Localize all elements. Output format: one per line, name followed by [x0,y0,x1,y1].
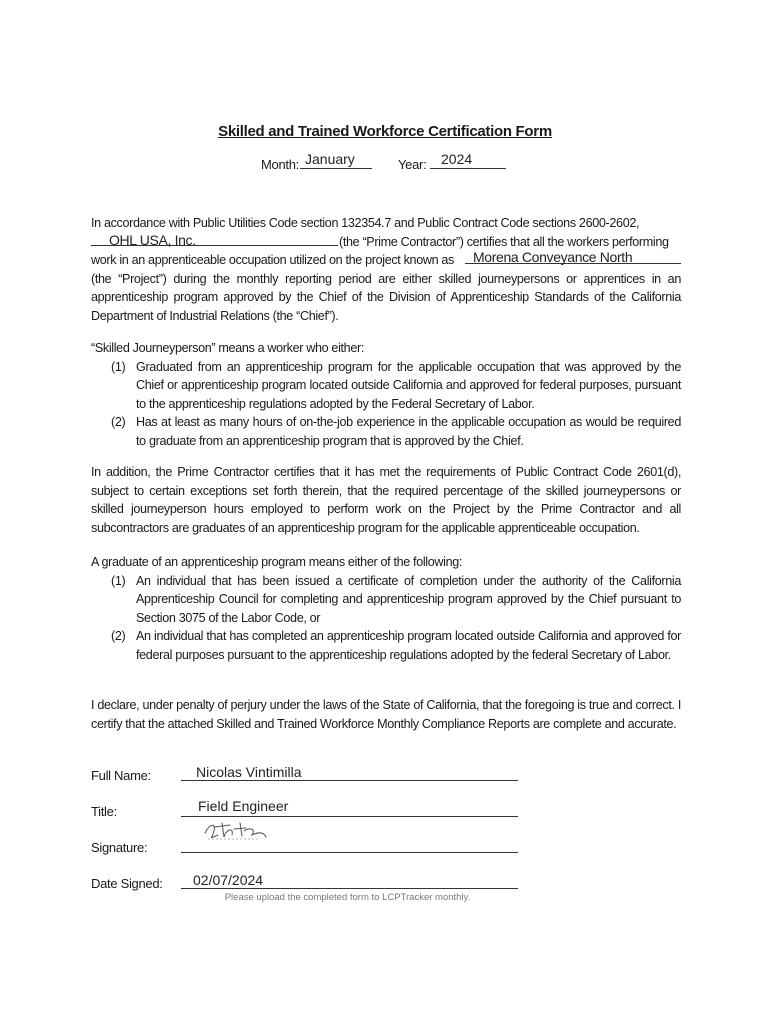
full-name-field[interactable]: Nicolas Vintimilla [196,764,302,780]
skilled-journeyperson-section [91,339,681,450]
list-text: Graduated from an apprenticeship program for the applicable occupation that was approved by the Chief or apprenticeship program located outside California and approved for federal purposes, pursuant to the apprenticeship regulations adopted by the Federal Secretary of Labor. [136,359,681,411]
list-item [91,572,681,628]
list-item [91,358,681,414]
year-label: Year: [398,157,427,172]
project-field[interactable]: Morena Conveyance North [473,249,633,265]
paragraph-code-reference [91,214,681,325]
graduate-intro: A graduate of an apprenticeship program means either of the following: [91,555,463,569]
list-item [91,627,681,664]
full-name-label: Full Name: [91,768,151,783]
list-number: (1) [111,359,126,374]
title-field[interactable]: Field Engineer [198,798,289,814]
month-field[interactable]: January [305,151,355,167]
date-signed-label: Date Signed: [91,876,163,891]
prime-contractor-field[interactable]: OHL USA, Inc. [109,231,196,248]
month-underline [300,168,372,169]
graduate-list [91,572,681,665]
list-number: (1) [111,573,126,588]
date-signed-underline [181,888,518,889]
skilled-intro: “Skilled Journeyperson” means a worker who either: [91,341,364,355]
year-field[interactable]: 2024 [441,151,473,167]
declaration-paragraph: I declare, under penalty of perjury under the laws of the State of California, that the foregoing is true and correct. I certify that the attached Skilled and Trained Workforce Monthly Compliance Reports are complete and accurate. [91,698,681,731]
graduate-section [91,553,681,664]
year-underline [430,168,506,169]
list-text: An individual that has been issued a certificate of completion under the authority of the California Apprenticeship Council for completing and apprenticeship program approved by the Chief pursuant to Section 3075 of the Labor Code, or [136,573,681,625]
paragraph-line: In accordance with Public Utilities Code section 132354.7 and Public Contract Code sections 2600-2602, [91,216,640,230]
handwritten-signature[interactable] [200,819,270,845]
list-text: Has at least as many hours of on-the-job experience in the applicable occupation as would be required to graduate from an apprenticeship program that is approved by the Chief. [136,415,681,448]
upload-note: Please upload the completed form to LCPTracker monthly. [224,892,471,903]
date-signed-field[interactable]: 02/07/2024 [193,872,264,888]
paragraph-prime-certifies: In addition, the Prime Contractor certifies that it has met the requirements of Public Contract Code 2601(d), subject to certain exceptions set forth therein, that the required percentage of the skilled journeypersons or skilled journeyperson hours employed to perform work on the Project by the Prime Contractor and all subcontractors are graduates of an apprenticeship program for the applicable apprenticeable occupation. [91,465,681,535]
form-title: Skilled and Trained Workforce Certification Form [218,123,552,140]
list-number: (2) [111,629,126,643]
full-name-underline [181,780,518,781]
project-desc: work in an apprenticeable occupation utilized on the project known as [91,253,454,267]
prime-contractor-desc: (the “Prime Contractor”) certifies that all the workers performing [339,234,669,249]
signature-underline [181,852,518,853]
paragraph-rest: (the “Project”) during the monthly reporting period are either skilled journeypersons or apprentices in an apprenticeship program approved by the Chief of the Division of Apprenticeship Standards of the California Department of Industrial Relations (the “Chief”). [91,271,681,323]
title-label: Title: [91,804,117,819]
month-label: Month: [261,157,299,172]
title-underline [181,816,518,817]
skilled-list [91,358,681,451]
list-number: (2) [111,415,126,429]
project-line [91,251,681,270]
signature-label: Signature: [91,840,148,855]
list-item [91,413,681,450]
list-text: An individual that has completed an apprenticeship program located outside California and approved for federal purposes pursuant to the apprenticeship regulations adopted by the federal Secretary of Labor. [136,629,681,662]
